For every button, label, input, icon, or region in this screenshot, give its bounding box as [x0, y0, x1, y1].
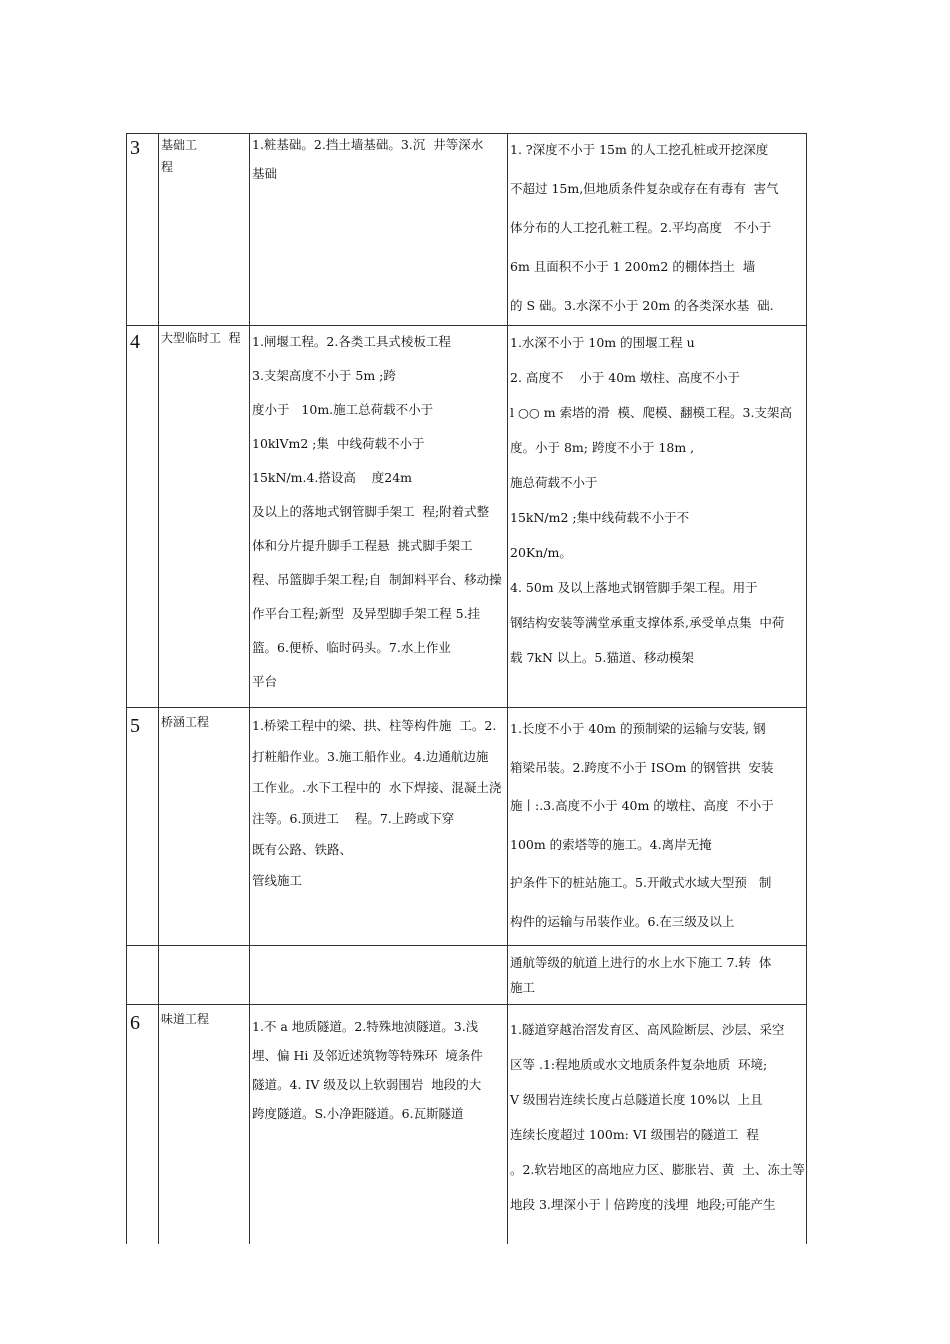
category-cell: 味道工程 — [161, 1012, 210, 1026]
criteria-cell: 1.长度不小于 40m 的预制梁的运输与安装, 钢 箱梁吊装。2.跨度不小于 ISOm 的钢管拱 安装 施丨:.3.高度不小于 40m 的墩柱、高度 不小于 100m 的索塔等的施工。4.离岸无掩 护条件下的桩站施工。5.开敞式水域大型预 制 构件的运输与吊装作业。6.在三级及以上 — [510, 721, 774, 929]
col-divider — [806, 133, 807, 1244]
scope-cell: 1.不 a 地质隧道。2.特殊地浈隧道。3.浅 埋、偏 Hi 及邻近述筑物等特殊环 境条件 隧道。4. IV 级及以上软弱围岩 地段的大 跨度隧道。S.小净距隧道。6.瓦斯隧道 — [252, 1019, 483, 1121]
scope-cell: 1.粧基础。2.挡土墙基础。3.沉 井等深水 基础 — [252, 137, 484, 181]
row-divider — [126, 707, 807, 708]
criteria-cell: 1.隧道穿越治滘发育区、高风险断层、沙层、采空 区等 .1:程地质或水文地质条件复杂地质 环境; V 级围岩连续长度占总隧道长度 10%以 上且 连续长度超过 100m: VI 级围岩的隧道工 程 。2.软岩地区的高地应力区、膨胀岩、黄 土、冻土等 地段 3.埋深小于丨倍跨度的浅埋 地段;可能产生 — [510, 1022, 805, 1212]
category-cell: 基础工 程 — [161, 138, 198, 174]
criteria-cell: 1.水深不小于 10m 的围堰工程 u 2. 高度不 小于 40m 墩柱、高度不小于 l ○○ m 索塔的滑 模、爬模、翻模工程。3.支架高 度。小于 8m; 跨度不小于 18m , 施总荷载不小于 15kN/m2 ;集中线荷载不小于不 20Kn/m。 4. 50m 及以上落地式钢管脚手架工程。用于 钢结构安装等满堂承重支撑体系,承受单点集 中荷 载 7kN 以上。5.猫道、移动模架 — [510, 335, 792, 665]
row-divider — [126, 1004, 807, 1005]
criteria-cell: 通航等级的航道上进行的水上水下施工 7.转 体 施工 — [510, 955, 772, 995]
row-number: 6 — [130, 1012, 140, 1034]
col-divider — [158, 133, 159, 1244]
scope-cell: 1.桥梁工程中的梁、拱、柱等构件施 工。2. 打粧船作业。3.施工船作业。4.边通航边施 工作业。.水下工程中的 水下焊接、混凝土浇 注等。6.顶进工 程。7.上跨或下穿 既有公路、铁路、 管线施工 — [252, 718, 502, 888]
row-divider — [126, 945, 807, 946]
criteria-cell: 1. ?深度不小于 15m 的人工挖孔桩或开挖深度 不超过 15m,但地质条件复杂或存在有毒有 害气 体分布的人工挖孔粧工程。2.平均高度 不小于 6m 且面积不小于 1 200m2 的棚体挡土 墙 的 S 础。3.水深不小于 20m 的各类深水基 础. — [510, 142, 779, 313]
col-divider — [126, 133, 127, 1244]
row-number: 5 — [130, 715, 140, 737]
category-cell: 桥涵工程 — [161, 715, 210, 729]
row-number: 3 — [130, 137, 140, 159]
row-number: 4 — [130, 331, 140, 353]
col-divider — [249, 133, 250, 1244]
scope-cell: 1.闸堰工程。2.各类工具式棱板工程 3.支架高度不小于 5m ;跨 度小于 10m.施工总荷载不小于 10klVm2 ;集 中线荷载不小于 15kN/m.4.搭设高 度24m 及以上的落地式钢管脚手架工 程;附着式整 体和分片提升脚手工程悬 挑式脚手架工 程、吊篮脚手架工程;自 制卸料平台、移动操 作平台工程;新型 及异型脚手架工程 5.挂 篮。6.便桥、临时码头。7.水上作业 平台 — [252, 334, 502, 689]
category-cell: 大型临时工 程 — [161, 331, 241, 345]
col-divider — [507, 133, 508, 1244]
